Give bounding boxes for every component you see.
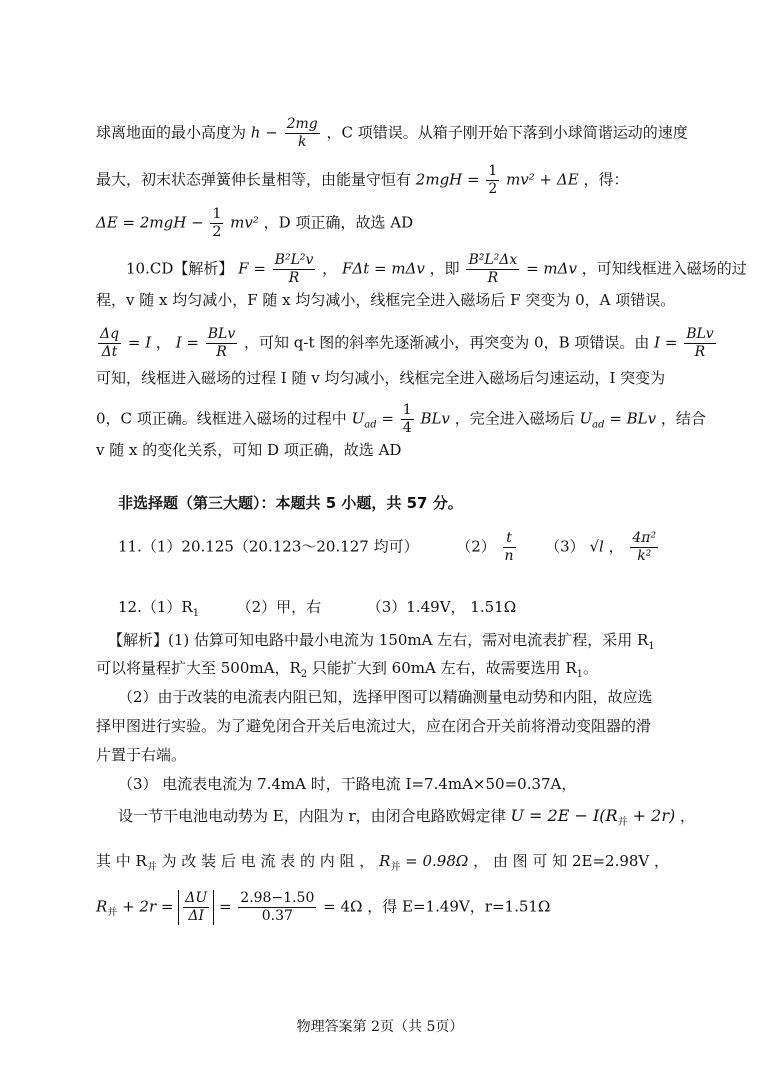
math-expr: F = xyxy=(238,259,266,278)
fraction xyxy=(183,890,209,925)
text-segment: 【解析】(1) 估算可知电路中最小电流为 150mA 左右，需对电流表扩程，采用 R xyxy=(108,631,649,649)
denominator: 0.37 xyxy=(261,908,293,924)
text-line xyxy=(118,806,696,828)
denominator: 2 xyxy=(212,224,222,240)
text-segment: 最大，初末状态弹簧伸长量相等，由能量守恒有 xyxy=(96,170,412,189)
text-segment: ， xyxy=(680,807,696,825)
text-line xyxy=(108,630,678,650)
denominator: R xyxy=(487,270,499,286)
text-segment: 12.（1）R xyxy=(118,598,193,616)
text-segment: ，可知 q-t 图的斜率先逐渐减小，再突变为 0，B 项错误。由 xyxy=(244,333,650,352)
denominator: ΔI xyxy=(188,908,205,924)
text-segment: ，完全进入磁场后 xyxy=(454,409,575,428)
fraction xyxy=(466,252,519,287)
text-segment: ， 由 图 可 知 2E=2.98V ， xyxy=(473,852,670,870)
text-segment: 设一节干电池电动势为 E，内阻为 r，由闭合电路欧姆定律 xyxy=(118,807,506,825)
fraction xyxy=(486,163,499,198)
numerator: 1 xyxy=(402,402,412,418)
subscript: 1 xyxy=(648,641,655,652)
subscript: ad xyxy=(592,419,605,431)
numerator: BLv xyxy=(207,326,236,342)
math-var: U xyxy=(579,409,593,428)
math-var: R xyxy=(96,897,108,916)
fraction xyxy=(273,252,316,287)
math-var: R xyxy=(379,852,391,870)
text-line: 片置于右端。 xyxy=(96,746,187,764)
numerator: 4π² xyxy=(632,530,657,546)
numerator: ΔU xyxy=(185,890,208,906)
subscript: 并 xyxy=(107,907,118,919)
text-segment: （3） xyxy=(545,537,585,556)
numerator: 2.98−1.50 xyxy=(240,890,315,906)
text-line xyxy=(96,116,688,151)
text-line xyxy=(96,658,666,678)
text-segment: ， xyxy=(155,333,171,352)
math-expr: mv² xyxy=(230,213,259,232)
subscript: 1 xyxy=(192,608,200,619)
text-line xyxy=(96,206,666,241)
subscript: 1 xyxy=(576,669,584,680)
denominator: 2 xyxy=(488,181,498,197)
denominator: k xyxy=(297,134,307,150)
text-segment: ，得 E=1.49V，r=1.51Ω xyxy=(367,897,551,916)
subscript: ad xyxy=(364,419,377,431)
text-line: （2）由于改装的电流表内阻已知，选择甲图可以精确测量电动势和内阻，故应选 xyxy=(118,688,653,706)
text-line xyxy=(96,326,714,361)
numerator: t xyxy=(503,530,516,548)
denominator: 4 xyxy=(402,420,412,436)
text-line: 择甲图进行实验。为了避免闭合开关后电流过大，应在闭合开关前将滑动变阻器的滑 xyxy=(96,717,652,735)
section-heading: 非选择题（第三大题）：本题共 5 小题，共 57 分。 xyxy=(118,494,463,512)
page-footer: 物理答案第 2页（共 5页） xyxy=(296,1019,464,1035)
numerator: 2mg xyxy=(286,116,318,132)
numerator: B²L²v xyxy=(274,252,314,268)
numerator: 1 xyxy=(488,163,498,179)
math-expr: = BLv xyxy=(609,409,657,428)
text-segment: ， xyxy=(322,259,338,278)
text-segment: 0，C 项正确。线框进入磁场的过程中 xyxy=(96,409,347,428)
math-op: − xyxy=(265,123,278,142)
math-var: h xyxy=(250,123,261,142)
fraction xyxy=(238,890,316,925)
denominator: R xyxy=(216,344,227,360)
numerator: B²L²Δx xyxy=(468,252,518,268)
text-line: 可知，线框进入磁场的过程 I 随 v 均匀减小，线框完全进入磁场后匀速运动，I 突变为 xyxy=(96,369,666,387)
fraction xyxy=(98,326,121,361)
text-segment: ，C 项错误。从箱子刚开始下落到小球简谐运动的速度 xyxy=(326,123,688,142)
text-line: v 随 x 的变化关系，可知 D 项正确，故选 AD xyxy=(96,441,402,459)
math-var: U xyxy=(351,409,365,428)
text-segment: ，结合 xyxy=(660,409,706,428)
math-expr: U = 2E − I(R xyxy=(510,806,618,825)
text-segment: 11.（1）20.125（20.123～20.127 均可） xyxy=(118,537,419,556)
fraction xyxy=(684,326,716,361)
math-expr: = I xyxy=(127,333,152,352)
math-op: = xyxy=(381,409,394,428)
math-expr: I = xyxy=(175,333,199,352)
text-segment: 。 xyxy=(583,659,599,677)
text-segment: （2） xyxy=(456,537,496,556)
math-op: = xyxy=(218,897,232,916)
text-segment: 为 改 装 后 电 流 表 的 内 阻 ， xyxy=(161,852,375,870)
answer-q12 xyxy=(118,597,688,617)
absolute-value xyxy=(178,890,214,925)
numerator: Δq xyxy=(100,326,120,342)
text-segment: 可以将量程扩大至 500mA，R xyxy=(96,659,301,677)
math-expr: I = xyxy=(654,333,678,352)
text-segment: ， xyxy=(608,537,624,556)
numerator: 1 xyxy=(212,206,222,222)
text-line xyxy=(96,890,666,925)
denominator: n xyxy=(504,548,514,564)
math-expr: BLv xyxy=(420,409,450,428)
subscript: 并 xyxy=(146,862,157,873)
subscript: 并 xyxy=(617,817,628,828)
math-expr: FΔt = mΔv xyxy=(341,259,425,278)
denominator: R xyxy=(694,344,706,360)
subscript: 并 xyxy=(390,862,401,873)
question-number: 10.CD【解析】 xyxy=(126,259,234,278)
text-line xyxy=(96,402,706,437)
fraction xyxy=(285,116,320,151)
math-expr: √l xyxy=(589,537,604,556)
answer-q11 xyxy=(118,530,688,565)
fraction xyxy=(210,206,223,241)
math-expr: 2mgH = xyxy=(415,170,480,189)
denominator: k² xyxy=(637,548,652,564)
fraction xyxy=(401,402,414,437)
numerator: BLv xyxy=(686,326,714,342)
text-line xyxy=(126,252,747,287)
fraction xyxy=(630,530,658,565)
text-segment: 球离地面的最小高度为 xyxy=(96,123,247,142)
math-expr: = 4Ω xyxy=(323,897,363,916)
math-expr: + 2r) xyxy=(627,806,676,825)
fraction xyxy=(503,530,516,565)
math-expr: + 2r = xyxy=(117,897,174,916)
text-segment: ，即 xyxy=(429,259,460,278)
text-segment: ，得： xyxy=(583,170,629,189)
math-expr: mv² + ΔE xyxy=(506,170,579,189)
text-segment: ，D 项正确，故选 AD xyxy=(263,213,414,232)
text-segment: 其 中 R xyxy=(96,852,147,870)
text-line: 程，v 随 x 均匀减小，F 随 x 均匀减小，线框完全进入磁场后 F 突变为 0，A 项错误。 xyxy=(96,291,676,309)
denominator: R xyxy=(288,270,300,286)
fraction xyxy=(206,326,238,361)
text-line: （3） 电流表电流为 7.4mA 时，干路电流 I=7.4mA×50=0.37A， xyxy=(118,775,577,793)
math-expr: ΔE = 2mgH − xyxy=(96,213,204,232)
text-segment: 只能扩大到 60mA 左右，故需要选用 R xyxy=(307,659,577,677)
math-expr: = mΔv xyxy=(526,259,577,278)
text-segment: ，可知线框进入磁场的过 xyxy=(581,259,747,278)
denominator: Δt xyxy=(101,344,118,360)
math-expr: = 0.98Ω xyxy=(400,852,469,870)
text-line xyxy=(96,851,670,873)
text-segment: （3）1.49V， 1.51Ω xyxy=(366,598,517,616)
text-segment: （2）甲，右 xyxy=(236,598,322,616)
subscript: 2 xyxy=(300,669,308,680)
text-line xyxy=(96,163,666,198)
